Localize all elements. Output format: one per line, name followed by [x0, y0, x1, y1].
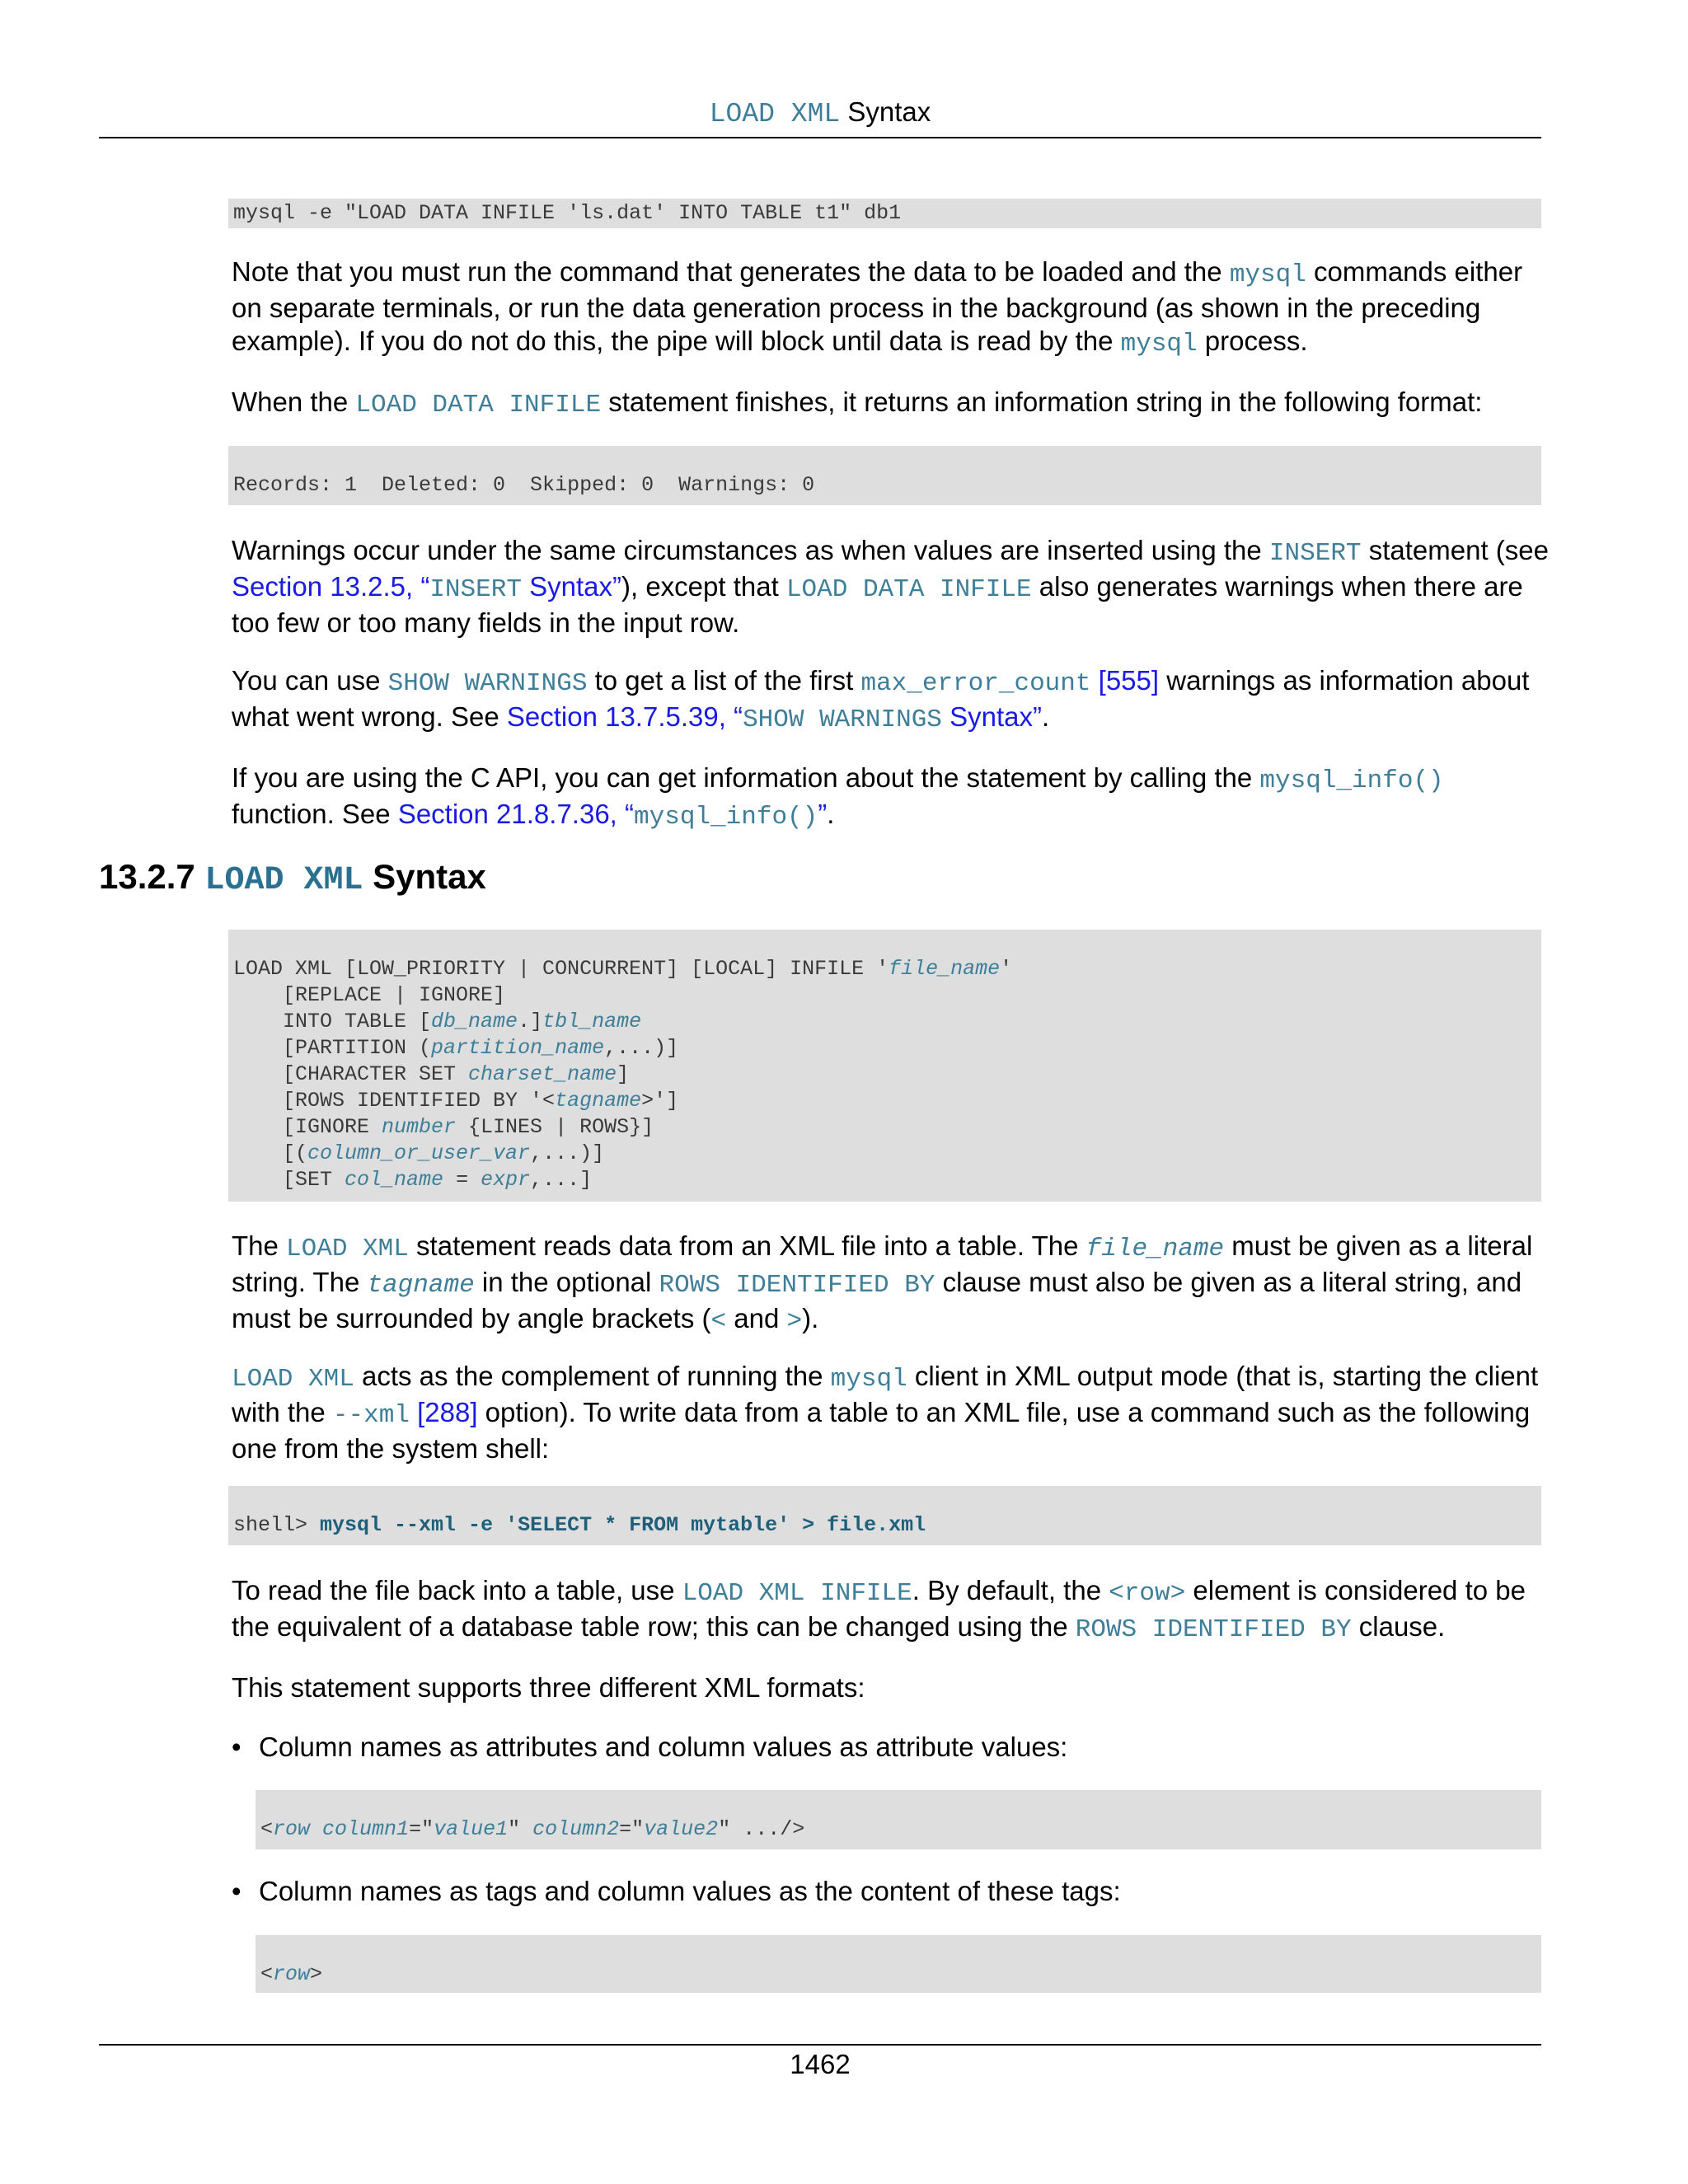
bullet-item-tags: Column names as tags and column values as the content of these tags: — [259, 1876, 1121, 1906]
inline-code: mysql — [1229, 260, 1306, 289]
syntax-line: [CHARACTER SET charset_name] — [233, 1062, 630, 1086]
link-text: ” — [818, 799, 828, 829]
link-text: Section 13.2.5, “ — [232, 571, 430, 602]
page-number: 1462 — [790, 2049, 851, 2079]
bullet-marker: • — [232, 1732, 241, 1762]
bullet-marker: • — [232, 1876, 241, 1906]
text: . — [827, 799, 835, 829]
link-section-13-2-5[interactable] — [232, 571, 621, 602]
shell-command: mysql --xml -e 'SELECT * FROM mytable' > file.xml — [320, 1513, 926, 1537]
code-block-records — [228, 446, 1541, 505]
paragraph-read-back: To read the file back into a table, use LOAD XML INFILE. By default, the <row> element is considered to be the equivalent of a database table row; this can be changed using the ROWS IDENTIFIED BY clause. — [232, 1575, 1526, 1644]
section-code: LOAD XML — [204, 862, 363, 899]
inline-code: --xml — [332, 1401, 410, 1430]
text: If you are using the C API, you can get information about the statement by calling the — [232, 762, 1260, 793]
link-code: SHOW WARNINGS — [743, 705, 942, 734]
inline-code: < — [710, 1307, 727, 1336]
running-header — [99, 96, 1541, 129]
paragraph-pipe-note — [232, 255, 1550, 361]
syntax-line: [IGNORE number {LINES | ROWS}] — [233, 1115, 654, 1139]
link-text: Section 21.8.7.36, “ — [397, 799, 635, 829]
text: . — [1041, 701, 1050, 732]
inline-variable: tagname — [367, 1271, 475, 1300]
text: ), except that — [621, 571, 786, 602]
link-code: mysql_info() — [634, 803, 818, 832]
inline-code: <row> — [1109, 1579, 1186, 1608]
code-block-shell — [228, 1486, 1541, 1545]
inline-code: mysql — [1120, 330, 1198, 359]
paragraph-complement: LOAD XML acts as the complement of running the mysql client in XML output mode (that is, starting the client with the --xml [288] option). To write data from a table to an XML file, use a command such as the following one from the system shell: — [232, 1361, 1539, 1464]
header-code: LOAD XML — [709, 99, 841, 129]
code-block-mysql-command — [228, 199, 1541, 228]
link-code: INSERT — [429, 575, 522, 604]
text: process. — [1197, 326, 1308, 356]
syntax-line: [PARTITION (partition_name,...)] — [233, 1036, 679, 1060]
inline-code: mysql_info() — [1259, 766, 1444, 795]
paragraph-three-formats: This statement supports three different XML formats: — [232, 1672, 865, 1703]
syntax-line: LOAD XML [LOW_PRIORITY | CONCURRENT] [LOCAL] INFILE 'file_name' — [233, 957, 1013, 981]
text: warnings as information about what went wrong. See — [232, 665, 1530, 732]
text: statement finishes, it returns an information string in the following format: — [601, 387, 1483, 417]
inline-code: LOAD XML — [232, 1365, 354, 1394]
section-title-text: Syntax — [363, 857, 486, 896]
inline-code: ROWS IDENTIFIED BY — [659, 1271, 935, 1300]
section-heading — [99, 857, 486, 899]
inline-code: SHOW WARNINGS — [387, 669, 588, 698]
header-rule — [99, 137, 1541, 138]
inline-code: INSERT — [1268, 539, 1362, 568]
inline-code: ROWS IDENTIFIED BY — [1075, 1615, 1352, 1644]
paragraph-load-xml-desc: The LOAD XML statement reads data from an XML file into a table. The file_name must be given as a literal string. The tagname in the optional ROWS IDENTIFIED BY clause must also be given as a literal string, and must be surrounded by angle brackets (< and >). — [232, 1230, 1533, 1336]
inline-code: LOAD DATA INFILE — [355, 391, 602, 419]
inline-code: > — [786, 1307, 803, 1336]
code-block-syntax — [228, 930, 1541, 1202]
inline-code: mysql — [830, 1365, 907, 1394]
text: statement (see — [1361, 535, 1549, 565]
reference-link[interactable]: [288] — [409, 1397, 478, 1427]
paragraph-c-api — [232, 762, 1550, 834]
inline-variable: file_name — [1085, 1235, 1225, 1263]
text: When the — [232, 387, 356, 417]
section-number: 13.2.7 — [99, 857, 205, 896]
text: You can use — [232, 665, 388, 696]
code-text: Records: 1 Deleted: 0 Skipped: 0 Warnings: 0 — [233, 473, 815, 497]
text: Note that you must run the command that generates the data to be loaded and the — [232, 256, 1230, 287]
link-text: Syntax” — [941, 701, 1042, 732]
code-block-tags-format: <row> — [256, 1935, 1541, 1993]
code-text: mysql -e "LOAD DATA INFILE 'ls.dat' INTO TABLE t1" db1 — [233, 201, 902, 225]
link-text: Section 13.7.5.39, “ — [506, 701, 743, 732]
text: also generates warnings when there are too few or too many fields in the input row. — [232, 571, 1523, 638]
paragraph-warnings — [232, 534, 1550, 640]
syntax-line: [SET col_name = expr,...] — [233, 1168, 593, 1192]
text: to get a list of the first — [587, 665, 861, 696]
footer-rule — [99, 2044, 1541, 2046]
inline-code: LOAD XML INFILE — [682, 1579, 912, 1608]
inline-code: max_error_count — [860, 669, 1091, 698]
paragraph-show-warnings — [232, 664, 1550, 737]
inline-code: LOAD XML — [286, 1235, 409, 1263]
syntax-line: [REPLACE | IGNORE] — [233, 983, 506, 1007]
text: function. See — [232, 799, 398, 829]
link-text: Syntax” — [521, 571, 621, 602]
syntax-line: [ROWS IDENTIFIED BY '<tagname>'] — [233, 1089, 679, 1113]
syntax-line: [(column_or_user_var,...)] — [233, 1141, 605, 1165]
paragraph-info-string — [232, 386, 1550, 422]
syntax-line: INTO TABLE [db_name.]tbl_name — [233, 1010, 642, 1033]
code-block-attributes-format: <row column1="value1" column2="value2" .../> — [256, 1790, 1541, 1849]
text: commands either on separate terminals, or run the data generation process in the background (as shown in the preceding example). If you do not do this, the pipe will block until data is read by the — [232, 256, 1523, 356]
inline-code: LOAD DATA INFILE — [785, 575, 1032, 604]
shell-prompt: shell> — [233, 1513, 321, 1537]
link-section-21-8-7-36[interactable] — [397, 799, 828, 832]
link-section-13-7-5-39[interactable] — [507, 701, 1042, 732]
header-text: Syntax — [840, 96, 931, 127]
text: Warnings occur under the same circumstances as when values are inserted using the — [232, 535, 1269, 565]
bullet-item-attributes: Column names as attributes and column values as attribute values: — [259, 1732, 1068, 1762]
reference-link[interactable]: [555] — [1090, 665, 1160, 696]
